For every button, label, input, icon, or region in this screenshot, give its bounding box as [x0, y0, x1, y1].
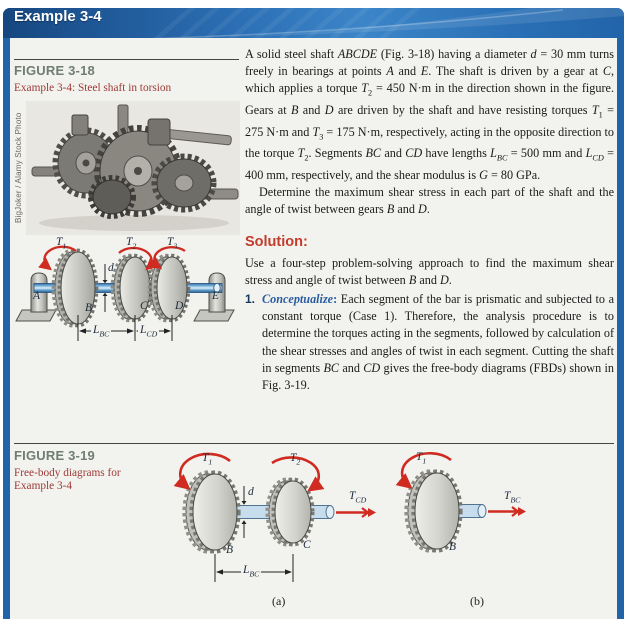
fbd-b-label-tbc: $T_{BC}$ — [504, 490, 521, 505]
figure-3-19-diagram — [170, 448, 625, 616]
fbd-b-shaft-cap — [478, 505, 486, 518]
figure-3-18-heading: FIGURE 3-18 — [14, 63, 95, 78]
free-body-diagram-art — [170, 448, 625, 616]
figure-3-18-rule — [14, 59, 239, 60]
step-label: Conceptualize: — [262, 291, 338, 306]
label-b: B — [85, 302, 93, 314]
label-c: C — [140, 300, 148, 312]
fbd-a-label-b: B — [226, 544, 234, 556]
fbd-b-tbc-arrow — [488, 507, 526, 516]
photo-credit: BigJoker / Alamy Stock Photo — [14, 112, 23, 224]
label-dd: D — [175, 300, 184, 312]
step-text — [262, 291, 614, 394]
example-banner — [3, 8, 624, 38]
fbd-a-tcd-arrow — [336, 508, 376, 517]
label-t1: $T_1$ — [56, 236, 67, 251]
solution-intro: Use a four-step problem-solving approach to find the maximum shear stress and angle of twist between B and D. — [245, 255, 614, 287]
figure-3-19-rule — [14, 443, 614, 444]
fbd-b-gear-b — [407, 472, 461, 551]
solution-heading: Solution: — [245, 233, 308, 250]
fbd-a-label-tcd: $T_{CD}$ — [349, 490, 367, 505]
figure-3-19-heading: FIGURE 3-19 — [14, 448, 95, 463]
problem-question: Determine the maximum shear stress in each part of the shaft and the angle of twist between gears B and D. — [245, 185, 614, 217]
figure-3-19-caption: Free-body diagrams for Example 3-4 — [14, 467, 121, 492]
label-t2: $T_2$ — [126, 236, 137, 251]
label-t3: $T_3$ — [167, 236, 178, 251]
solution-step-1 — [245, 291, 614, 394]
gearbox-photo-art — [14, 101, 240, 235]
fbd-a-label-lbc: $L_{BC}$ — [243, 564, 260, 579]
fbd-b-label-b: B — [449, 541, 457, 553]
fbd-a-gear-c — [268, 480, 313, 545]
fbd-a-sublabel: (a) — [272, 594, 286, 608]
figure-3-18-caption: Example 3-4: Steel shaft in torsion — [14, 82, 172, 94]
label-lbc: $L_{BC}$ — [93, 324, 110, 339]
label-lcd: $L_{CD}$ — [140, 324, 158, 339]
fbd-a-label-c: C — [303, 539, 311, 551]
fbd-a-gear-b — [185, 473, 239, 552]
fbd-a-shaft-cap — [326, 506, 334, 519]
gear-b — [54, 251, 97, 326]
problem-paragraph: A solid steel shaft ABCDE (Fig. 3-18) having a diameter d = 30 mm turns freely in bearings at points A and E. The shaft is driven by a gear at C, which applies a torque $T_2 = 450$ N·m in the direction shown in the figure. Gears at B and D are driven by the shaft and have resisting torques $T_1 = 275$ N·m and $T_3 = 175$ N·m, respectively, acting in the opposite direction to the torque $T_2$. Segments BC and CD have lengths $L_{BC} = 500$ mm and $L_{CD} = 400$ mm, respectively, and the shear modulus is G = 80 GPa. — [245, 47, 615, 182]
gearbox-photo — [14, 101, 240, 235]
shaft-torsion-art — [12, 236, 240, 364]
fbd-a-label-t1: $T_1$ — [202, 452, 213, 467]
page-content — [10, 38, 617, 619]
figure-3-18-diagram — [12, 236, 240, 364]
step-body: Each segment of the bar is prismatic and subjected to a constant torque (Case 1). Therefore, the analysis procedure is to determine the torques acting in the segments, followed by calculation of the shear stresses and angles of twist in each segment. Cutting the shaft in segments BC and CD gives the free-body diagrams (FBDs) shown in Fig. 3-19. — [262, 291, 614, 392]
fbd-b-sublabel: (b) — [470, 594, 484, 608]
fbd-a-label-d: d — [248, 486, 254, 498]
label-a: A — [33, 290, 41, 302]
label-d: d — [108, 262, 114, 274]
step-number: 1. — [245, 291, 256, 306]
fbd-a-label-t2: $T_2$ — [290, 452, 301, 467]
example-title: Example 3-4 — [14, 8, 102, 25]
fbd-b-label-t1: $T_1$ — [416, 451, 427, 466]
problem-statement — [245, 46, 614, 394]
label-e: E — [212, 290, 220, 302]
